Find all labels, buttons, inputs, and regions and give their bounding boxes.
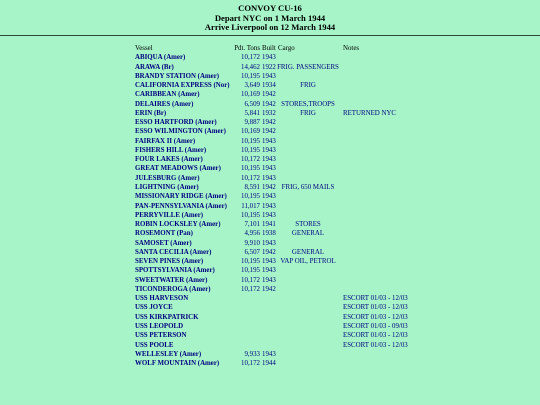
built-cell: 1943 [262,156,276,164]
table-row [0,53,540,62]
tons-cell: 10,172 [241,285,260,293]
built-cell: 1943 [262,276,276,284]
vessel-cell: ERIN (Br) [135,109,167,117]
vessel-cell: ROBIN LOCKSLEY (Amer) [135,221,221,229]
table-row [0,239,540,248]
vessel-cell: WELLESLEY (Amer) [135,350,202,358]
table-row [0,183,540,192]
table-row [0,174,540,183]
tons-cell: 10,172 [241,360,260,368]
built-cell: 1922 [262,63,276,71]
vessel-cell: USS LEOPOLD [135,322,184,330]
notes-cell: ESCORT 01/03 - 12/03 [343,295,408,303]
vessel-cell: PAN-PENNSYLVANIA (Amer) [135,202,227,210]
table-row [0,285,540,294]
built-cell: 1934 [262,82,276,90]
tons-cell: 10,172 [241,54,260,62]
tons-cell: 10,195 [241,146,260,154]
tons-cell: 5,841 [244,109,260,117]
vessel-cell: SWEETWATER (Amer) [135,276,208,284]
vessel-cell: JULESBURG (Amer) [135,174,200,182]
table-row [0,220,540,229]
vessel-cell: ESSO WILMINGTON (Amer) [135,128,226,136]
vessel-cell: LIGHTNING (Amer) [135,183,199,191]
cargo-cell: STORES,TROOPS [281,100,335,108]
tons-cell: 10,169 [241,128,260,136]
built-cell: 1942 [262,119,276,127]
built-cell: 1943 [262,193,276,201]
page-header [0,0,540,33]
tons-cell: 9,910 [244,239,260,247]
table-header-row [0,44,540,53]
table-row [0,266,540,275]
cargo-cell: FRIG [300,109,316,117]
cargo-cell: FRIG [300,82,316,90]
vessel-cell: USS POOLE [135,341,174,349]
tons-cell: 10,195 [241,267,260,275]
built-cell: 1943 [262,72,276,80]
table-row [0,294,540,303]
table-row [0,192,540,201]
header-divider [0,35,540,36]
convoy-title: CONVOY CU-16 [238,3,302,13]
built-cell: 1943 [262,202,276,210]
tons-cell: 10,195 [241,211,260,219]
table-row [0,229,540,238]
built-cell: 1942 [262,183,276,191]
vessel-cell: DELAIRES (Amer) [135,100,194,108]
table-row [0,100,540,109]
notes-cell: ESCORT 01/03 - 12/03 [343,313,408,321]
built-cell: 1932 [262,109,276,117]
built-cell: 1942 [262,285,276,293]
column-header-built: Built [262,45,276,52]
tons-cell: 3,649 [244,82,260,90]
built-cell: 1943 [262,54,276,62]
built-cell: 1942 [262,128,276,136]
built-cell: 1943 [262,258,276,266]
notes-cell: ESCORT 01/03 - 12/03 [343,304,408,312]
vessel-cell: CARIBBEAN (Amer) [135,91,200,99]
table-row [0,127,540,136]
table-row [0,164,540,173]
vessel-cell: SEVEN PINES (Amer) [135,258,204,266]
table-row [0,81,540,90]
vessel-cell: ROSEMONT (Pan) [135,230,193,238]
cargo-cell: STORES [295,221,321,229]
cargo-cell: GENERAL [291,230,325,238]
column-header-notes: Notes [343,45,360,52]
vessel-cell: USS JOYCE [135,304,173,312]
tons-cell: 4,956 [244,230,260,238]
notes-cell: ESCORT 01/03 - 12/03 [343,341,408,349]
tons-cell: 7,101 [244,221,260,229]
cargo-cell: VAP OIL, PETROL [280,258,336,266]
built-cell: 1942 [262,100,276,108]
tons-cell: 10,195 [241,165,260,173]
table-row [0,350,540,359]
built-cell: 1943 [262,350,276,358]
table-row [0,322,540,331]
built-cell: 1943 [262,137,276,145]
table-row [0,341,540,350]
convoy-table [0,44,540,368]
vessel-cell: PERRYVILLE (Amer) [135,211,204,219]
table-row [0,90,540,99]
table-row [0,72,540,81]
built-cell: 1943 [262,165,276,173]
table-row [0,155,540,164]
vessel-cell: SANTA CECILIA (Amer) [135,248,212,256]
vessel-cell: WOLF MOUNTAIN (Amer) [135,360,220,368]
tons-cell: 6,509 [244,100,260,108]
built-cell: 1943 [262,211,276,219]
notes-cell: ESCORT 01/03 - 09/03 [343,322,408,330]
vessel-cell: SPOTTSYLVANIA (Amer) [135,267,215,275]
vessel-cell: USS KIRKPATRICK [135,313,199,321]
cargo-cell: FRIG, 650 MAILS [281,183,335,191]
vessel-cell: MISSIONARY RIDGE (Amer) [135,193,227,201]
tons-cell: 10,195 [241,193,260,201]
vessel-cell: CALIFORNIA EXPRESS (Nor) [135,82,230,90]
built-cell: 1944 [262,360,276,368]
table-row [0,331,540,340]
tons-cell: 9,933 [244,350,260,358]
table-row [0,276,540,285]
table-row [0,248,540,257]
arrive-line: Arrive Liverpool on 12 March 1944 [204,22,336,33]
built-cell: 1941 [262,221,276,229]
column-header-cargo: Cargo [278,45,295,52]
vessel-cell: SAMOSET (Amer) [135,239,192,247]
table-row [0,137,540,146]
column-header-tons: Pdt. Tons [234,45,260,52]
vessel-cell: USS PETERSON [135,332,187,340]
notes-cell: ESCORT 01/03 - 12/03 [343,332,408,340]
built-cell: 1943 [262,174,276,182]
tons-cell: 10,172 [241,156,260,164]
vessel-cell: FOUR LAKES (Amer) [135,156,203,164]
built-cell: 1943 [262,267,276,275]
tons-cell: 8,591 [244,183,260,191]
tons-cell: 10,172 [241,174,260,182]
table-row [0,63,540,72]
vessel-cell: TICONDEROGA (Amer) [135,285,211,293]
tons-cell: 6,507 [244,248,260,256]
table-row [0,313,540,322]
cargo-cell: GENERAL [291,248,325,256]
table-row [0,257,540,266]
table-row [0,146,540,155]
vessel-cell: ARAWA (Br) [135,63,174,71]
table-row [0,109,540,118]
vessel-cell: FAIRFAX II (Amer) [135,137,196,145]
notes-cell: RETURNED NYC [343,109,397,117]
built-cell: 1938 [262,230,276,238]
table-row [0,118,540,127]
tons-cell: 10,195 [241,72,260,80]
vessel-cell: ESSO HARTFORD (Amer) [135,119,217,127]
built-cell: 1942 [262,248,276,256]
tons-cell: 10,195 [241,258,260,266]
vessel-cell: FISHERS HILL (Amer) [135,146,207,154]
built-cell: 1942 [262,91,276,99]
tons-cell: 10,172 [241,276,260,284]
cargo-cell: FRIG. PASSENGERS [277,63,339,71]
tons-cell: 10,169 [241,91,260,99]
table-row [0,211,540,220]
vessel-cell: GREAT MEADOWS (Amer) [135,165,221,173]
table-row [0,303,540,312]
tons-cell: 11,017 [241,202,260,210]
column-header-vessel: Vessel [135,45,153,52]
vessel-cell: BRANDY STATION (Amer) [135,72,220,80]
vessel-cell: USS HARVESON [135,295,189,303]
built-cell: 1943 [262,239,276,247]
depart-line: Depart NYC on 1 March 1944 [214,12,326,23]
table-body [0,53,540,368]
table-row [0,202,540,211]
tons-cell: 14,462 [241,63,260,71]
tons-cell: 9,887 [244,119,260,127]
table-row [0,359,540,368]
built-cell: 1943 [262,146,276,154]
tons-cell: 10,195 [241,137,260,145]
vessel-cell: ABIQUA (Amer) [135,54,186,62]
